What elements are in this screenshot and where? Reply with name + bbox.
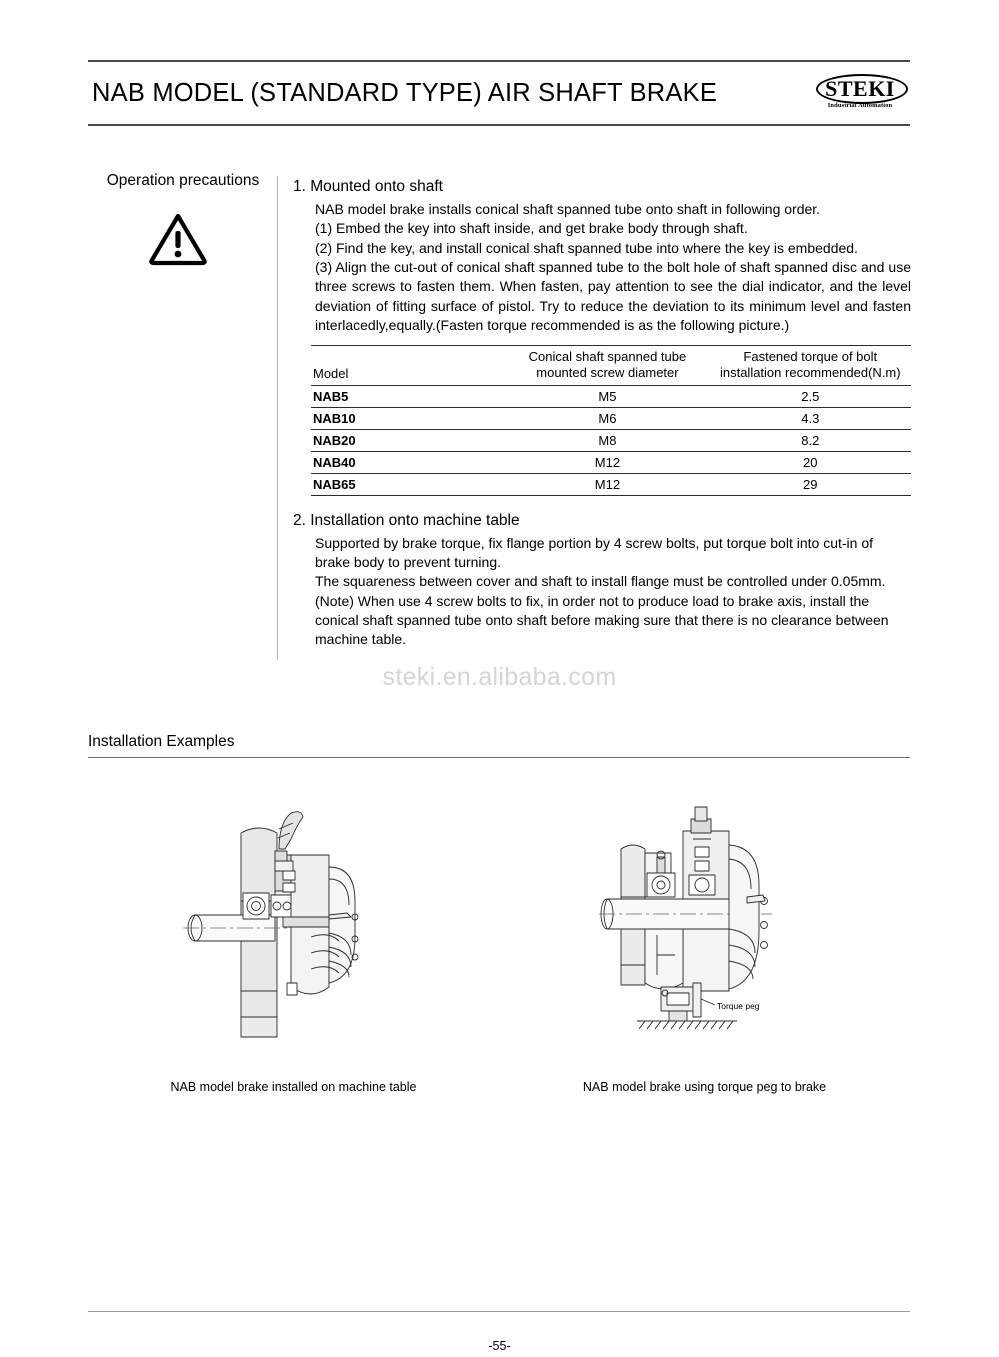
section-1-step-2: (2) Find the key, and install conical shaft spanned tube into where the key is embedded. <box>315 239 858 256</box>
figure-caption-torque-peg: NAB model brake using torque peg to brake <box>582 1080 827 1094</box>
logo-tagline: Industrial Automation <box>827 101 893 109</box>
cell-model: NAB20 <box>313 432 356 448</box>
column-header-torque-line1: Fastened torque of bolt <box>743 349 878 365</box>
logo-wordmark: STEKI <box>825 75 895 101</box>
figure-machine-table <box>88 795 499 1094</box>
brake-mounted-on-machine-table-drawing <box>179 795 409 1050</box>
section-2-body <box>315 534 911 650</box>
cell-screw: M12 <box>594 476 621 492</box>
figure-caption-machine-table: NAB model brake installed on machine table <box>170 1080 417 1094</box>
table-row <box>311 385 911 407</box>
watermark: steki.en.alibaba.com <box>382 663 617 691</box>
cell-model: NAB10 <box>313 410 356 426</box>
section-2-para-1: Supported by brake torque, fix flange portion by 4 screw bolts, put torque bolt into cut-in of brake body to prevent turning. <box>315 534 873 570</box>
steki-logo <box>812 71 908 115</box>
page-number: -55- <box>488 1339 511 1353</box>
column-header-torque <box>710 346 911 386</box>
section-1-intro: NAB model brake installs conical shaft spanned tube onto shaft in following order. <box>315 201 821 217</box>
table-body <box>311 385 911 495</box>
section-1-step-3: (3) Align the cut-out of conical shaft spanned tube to the bolt hole of shaft spanned disc and use three screws to fasten them. When fasten, pay attention to see the dial indicator, and the level deviation of fitting surface of pistol. Try to reduce the deviation to its minimum level and fasten interlacedly,equally.(Fasten torque recommended is as the following picture.) <box>315 258 911 333</box>
cell-torque: 4.3 <box>801 410 820 426</box>
cell-torque: 2.5 <box>801 388 820 404</box>
operation-precautions-label: Operation precautions <box>106 172 260 189</box>
torque-peg-annotation-label: Torque peg <box>717 1001 760 1011</box>
operation-precautions-block <box>88 172 268 271</box>
section-vertical-divider <box>277 176 278 660</box>
column-header-torque-line2: installation recommended(N.m) <box>719 365 901 381</box>
cell-torque: 29 <box>803 476 818 492</box>
table-row <box>311 407 911 429</box>
table-row <box>311 473 911 495</box>
fasten-torque-table <box>311 345 911 496</box>
cell-screw: M8 <box>598 432 617 448</box>
cell-torque: 8.2 <box>801 432 820 448</box>
main-content <box>293 178 911 650</box>
cell-screw: M6 <box>598 410 617 426</box>
table-header-row <box>311 346 911 386</box>
section-2-para-3: (Note) When use 4 screw bolts to fix, in order not to produce load to brake axis, install the conical shaft spanned tube onto shaft before making sure that there is no clearance between machine table. <box>315 592 889 648</box>
cell-model: NAB40 <box>313 454 356 470</box>
table-header <box>311 346 911 386</box>
section-1-body <box>315 200 911 335</box>
cell-screw: M5 <box>598 388 617 404</box>
section-2-heading: 2. Installation onto machine table <box>293 511 520 529</box>
cell-model: NAB5 <box>313 388 349 404</box>
warning-triangle-icon <box>148 212 208 271</box>
section-1-heading: 1. Mounted onto shaft <box>293 178 443 195</box>
table-row <box>311 429 911 451</box>
column-header-screw-diameter <box>505 346 709 386</box>
installation-examples-heading: Installation Examples <box>88 733 910 758</box>
section-2-para-2: The squareness between cover and shaft to install flange must be controlled under 0.05mm. <box>315 573 886 590</box>
figure-torque-peg <box>499 795 910 1094</box>
installation-figures <box>88 795 910 1094</box>
column-header-screw-diameter-line1: Conical shaft spanned tube <box>528 349 687 365</box>
column-header-model: Model <box>313 365 349 381</box>
page-title: NAB MODEL (STANDARD TYPE) AIR SHAFT BRAKE <box>92 78 718 107</box>
cell-model: NAB65 <box>313 476 356 492</box>
brake-with-torque-peg-drawing <box>597 795 812 1050</box>
page-header <box>88 60 910 126</box>
column-header-screw-diameter-line2: mounted screw diameter <box>536 365 679 381</box>
table-row <box>311 451 911 473</box>
footer-divider <box>88 1311 910 1312</box>
cell-screw: M12 <box>594 454 621 470</box>
cell-torque: 20 <box>803 454 818 470</box>
section-1-step-1: (1) Embed the key into shaft inside, and get brake body through shaft. <box>315 220 748 237</box>
